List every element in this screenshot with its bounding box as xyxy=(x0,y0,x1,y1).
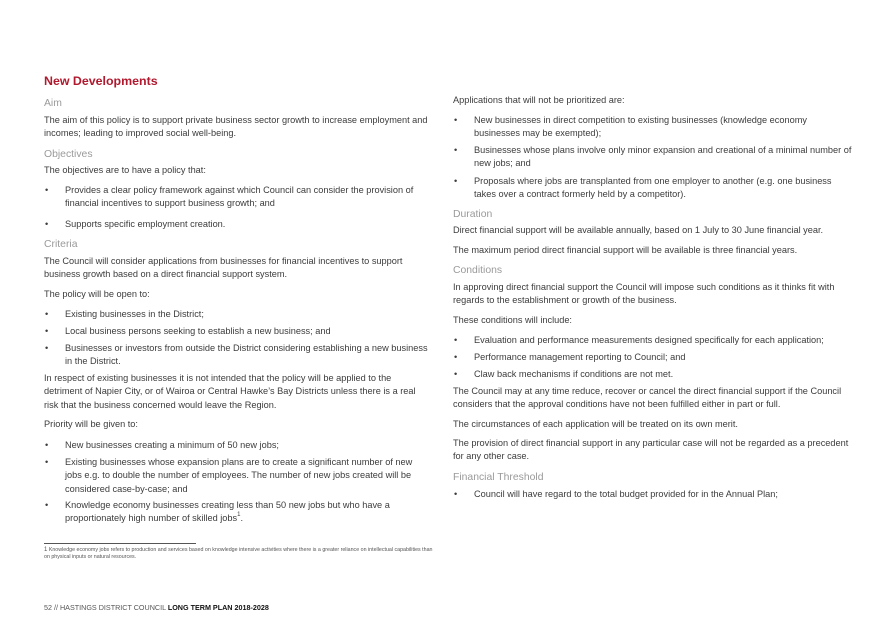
objectives-heading: Objectives xyxy=(44,149,93,160)
list-item: • Knowledge economy businesses creating less than 50 new jobs but who have a proportionately high number of skilled jobs$^1$. xyxy=(44,499,428,526)
aim-heading: Aim xyxy=(44,98,62,109)
merit-text: The circumstances of each application will be treated on its own merit. xyxy=(453,419,738,429)
precedent-text: The provision of direct financial support in any particular case will not be regarded as a precedent for any other case. xyxy=(453,438,849,462)
financial-threshold-heading: Financial Threshold xyxy=(453,472,544,483)
not-prioritized-intro: Applications that will not be prioritized are: xyxy=(453,95,625,105)
reduce-support-text: The Council may at any time reduce, recover or cancel the direct financial support if the Council considers that the approval conditions have not been fulfilled either in part or full. xyxy=(453,386,842,410)
conditions-heading: Conditions xyxy=(453,265,503,276)
footnote-divider xyxy=(44,543,196,544)
list-item: • Proposals where jobs are transplanted from one employer to another (e.g. one business takes over a contract formerly held by a competitor). xyxy=(453,175,853,202)
footer-doc-title: LONG TERM PLAN 2018-2028 xyxy=(167,603,269,612)
page-title: New Developments xyxy=(44,74,158,88)
list-item: • Evaluation and performance measurements designed specifically for each application; xyxy=(453,334,853,347)
list-item: • Provides a clear policy framework against which Council can consider the provision of financial incentives to support business growth; and xyxy=(44,184,428,211)
footnote xyxy=(44,547,434,562)
footnote-marker: 1 xyxy=(44,547,48,553)
footnote-text: Knowledge economy jobs refers to production and services based on knowledge intensive activities where there is a greater reliance on intellectual capabilities than on physical inputs or natural resources. xyxy=(44,547,433,561)
list-item: • New businesses in direct competition to existing businesses (knowledge economy businesses may be exempted); xyxy=(453,114,853,141)
priority-intro: Priority will be given to: xyxy=(44,419,138,429)
duration-heading: Duration xyxy=(453,209,493,220)
list-item: • Local business persons seeking to establish a new business; and xyxy=(44,325,428,338)
footer-prefix: 52 // HASTINGS DISTRICT COUNCIL xyxy=(44,603,168,612)
duration-text-2: The maximum period direct financial support will be available is three financial years. xyxy=(453,245,798,255)
objectives-intro: The objectives are to have a policy that: xyxy=(44,165,206,175)
list-item: • New businesses creating a minimum of 50 new jobs; xyxy=(44,439,428,452)
aim-text: The aim of this policy is to support private business sector growth to increase employment and incomes; leading to improved social well-being. xyxy=(44,115,428,139)
criteria-heading: Criteria xyxy=(44,239,78,250)
open-to-intro: The policy will be open to: xyxy=(44,289,150,299)
list-item: • Businesses whose plans involve only minor expansion and creational of a minimal number of new jobs; and xyxy=(453,144,853,171)
duration-text-1: Direct financial support will be available annually, based on 1 July to 30 June financial year. xyxy=(453,225,824,235)
list-item: • Performance management reporting to Council; and xyxy=(453,351,853,364)
existing-businesses-text: In respect of existing businesses it is not intended that the policy will be applied to the detriment of Napier City, or of Wairoa or Central Hawke’s Bay Districts unless there is a real risk that the business concerned would leave the Region. xyxy=(44,373,416,410)
criteria-text: The Council will consider applications from businesses for financial incentives to support business growth based on a direct financial support system. xyxy=(44,256,403,280)
list-item: • Supports specific employment creation. xyxy=(44,218,428,231)
page-footer xyxy=(44,603,269,613)
conditions-intro: These conditions will include: xyxy=(453,315,572,325)
list-item: • Council will have regard to the total budget provided for in the Annual Plan; xyxy=(453,488,853,501)
conditions-text: In approving direct financial support the Council will impose such conditions as it thinks fit with regards to the establishment or growth of the business. xyxy=(453,282,835,306)
priority-item-text: Knowledge economy businesses creating less than 50 new jobs but who have a proportionately high number of skilled jobs xyxy=(65,500,390,524)
list-item: • Businesses or investors from outside the District considering establishing a new business in the District. xyxy=(44,342,428,369)
footnote-reference: 1 xyxy=(237,512,241,519)
list-item: • Existing businesses in the District; xyxy=(44,308,428,321)
list-item: • Existing businesses whose expansion plans are to create a significant number of new jobs e.g. to double the number of employees. The number of new jobs created will be considered case-by-case; and xyxy=(44,456,428,496)
list-item: • Claw back mechanisms if conditions are not met. xyxy=(453,368,853,381)
